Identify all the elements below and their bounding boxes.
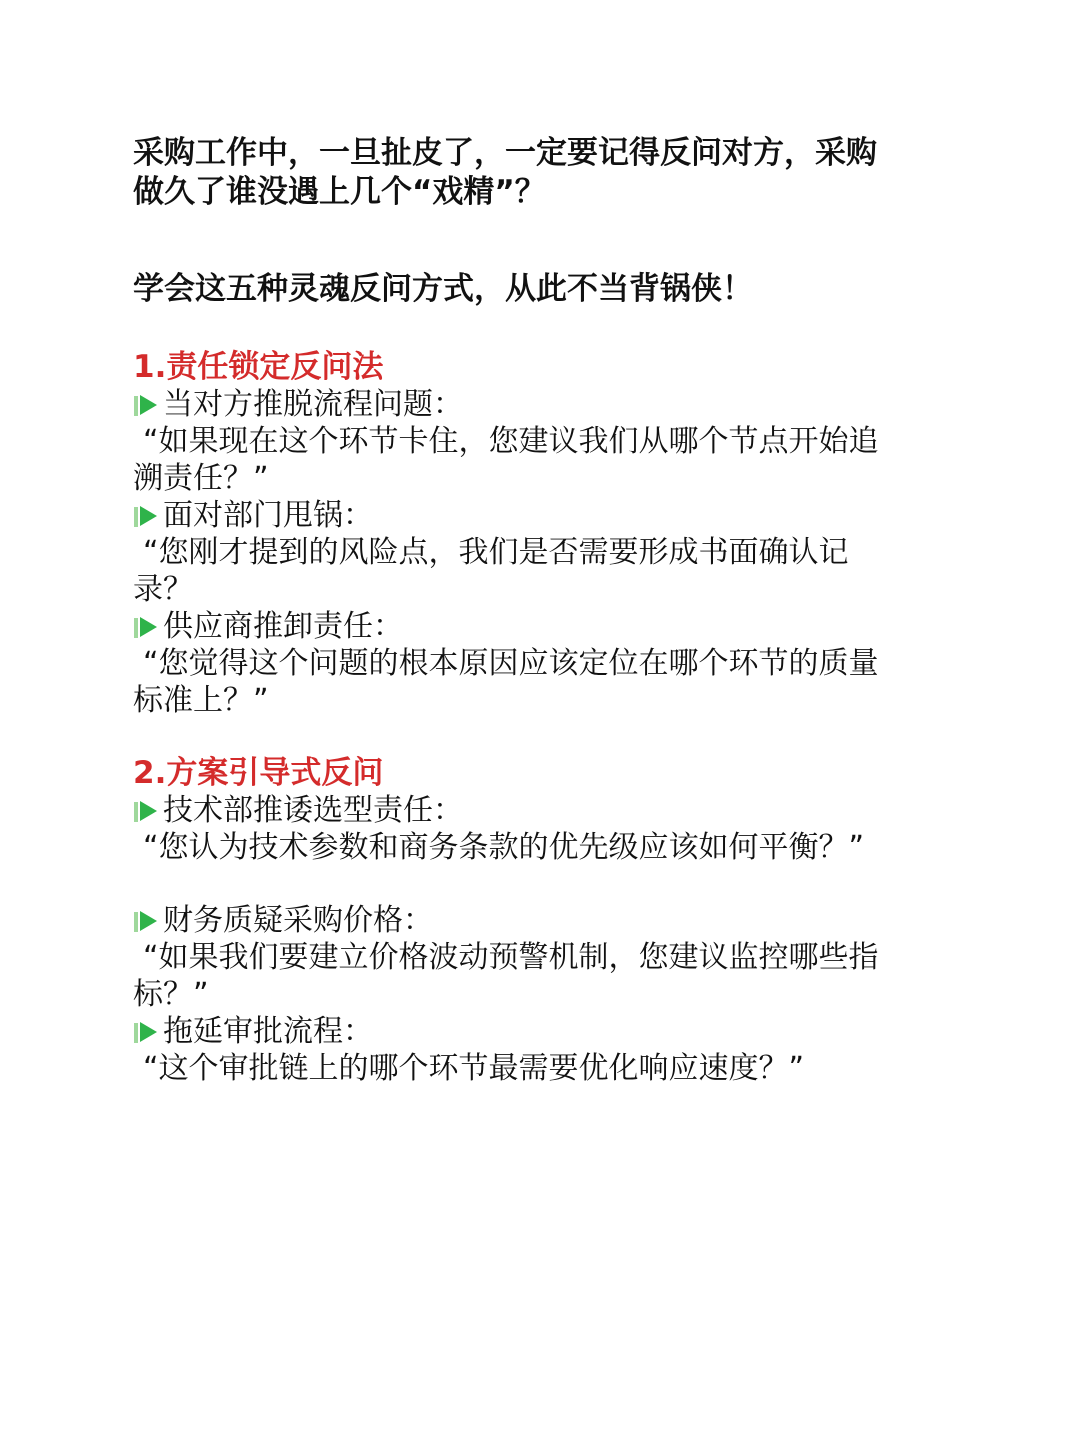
item-label: 当对方推脱流程问题：	[163, 387, 463, 422]
article-body	[133, 134, 893, 1087]
list-item	[133, 386, 893, 497]
item-quote: “如果我们要建立价格波动预警机制，您建议监控哪些指标？”	[133, 940, 879, 1012]
green-arrow-icon	[133, 798, 163, 824]
list-item	[133, 1013, 893, 1087]
green-arrow-icon	[133, 392, 163, 418]
green-arrow-icon	[133, 503, 163, 529]
section-title: 1.责任锁定反问法	[133, 349, 384, 385]
section-2	[133, 755, 893, 1087]
item-quote: “您觉得这个问题的根本原因应该定位在哪个环节的质量标准上？”	[133, 646, 879, 718]
list-item	[133, 497, 893, 608]
item-label: 拖延审批流程：	[163, 1014, 373, 1049]
green-arrow-icon	[133, 614, 163, 640]
section-title: 2.方案引导式反问	[133, 755, 384, 791]
intro-paragraph: 采购工作中，一旦扯皮了，一定要记得反问对方，采购做久了谁没遇上几个“戏精”？	[133, 135, 877, 210]
list-item	[133, 792, 893, 866]
green-arrow-icon	[133, 1019, 163, 1045]
item-quote: “这个审批链上的哪个环节最需要优化响应速度？”	[143, 1051, 805, 1086]
lead-paragraph: 学会这五种灵魂反问方式，从此不当背锅侠！	[133, 271, 753, 307]
list-item	[133, 608, 893, 719]
item-label: 技术部推诿选型责任：	[163, 793, 463, 828]
list-item	[133, 902, 893, 1013]
green-arrow-icon	[133, 908, 163, 934]
item-quote: “您刚才提到的风险点，我们是否需要形成书面确认记录？	[133, 535, 849, 607]
item-quote: “如果现在这个环节卡住，您建议我们从哪个节点开始追溯责任？”	[133, 424, 879, 496]
item-label: 面对部门甩锅：	[163, 498, 373, 533]
section-1	[133, 349, 893, 719]
item-label: 财务质疑采购价格：	[163, 903, 433, 938]
item-quote: “您认为技术参数和商务条款的优先级应该如何平衡？”	[143, 830, 865, 865]
item-label: 供应商推卸责任：	[163, 609, 403, 644]
